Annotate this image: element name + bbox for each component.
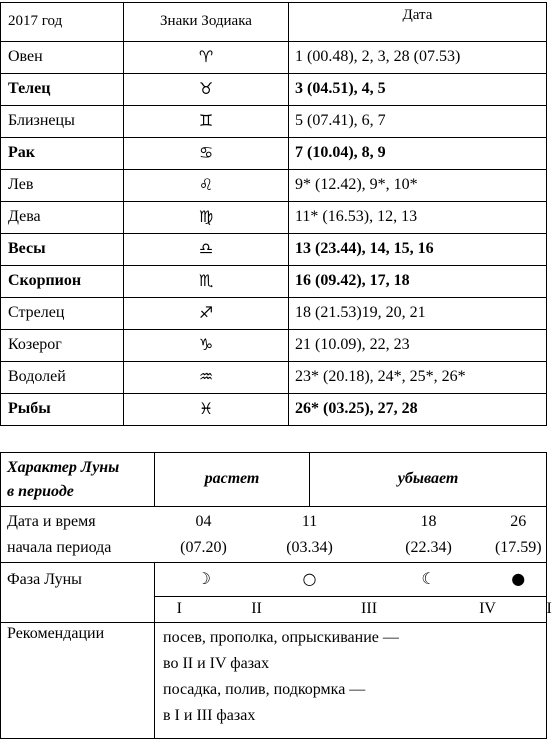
zodiac-row — [1, 74, 547, 106]
sign-dates: 16 (09.42), 17, 18 — [289, 266, 547, 298]
zodiac-row — [1, 234, 547, 266]
phase-number: III — [310, 597, 429, 623]
period-start-3: 18 (22.34) — [367, 507, 491, 563]
sign-dates: 1 (00.48), 2, 3, 28 (07.53) — [289, 42, 547, 74]
sign-name: Близнецы — [1, 106, 124, 138]
recommendations-row — [1, 623, 547, 739]
waxing-crescent-icon: ☽ — [196, 568, 211, 588]
recommendations-text: посев, прополка, опрыскивание — во II и IV фазах посадка, полив, подкормка — в I и III фазах — [155, 623, 547, 739]
period-start-row — [1, 507, 547, 563]
sign-dates: 3 (04.51), 4, 5 — [289, 74, 547, 106]
sign-name: Козерог — [1, 330, 124, 362]
sign-name: Лев — [1, 170, 124, 202]
zodiac-row — [1, 330, 547, 362]
zodiac-header-row — [1, 3, 547, 42]
waning-label: убывает — [310, 453, 547, 507]
datetime-label: Дата и время начала периода — [1, 507, 155, 563]
zodiac-row — [1, 202, 547, 234]
sign-dates: 5 (07.41), 6, 7 — [289, 106, 547, 138]
sign-dates: 7 (10.04), 8, 9 — [289, 138, 547, 170]
period-start-2: 11 (03.34) — [253, 507, 367, 563]
sagittarius-icon: ♐︎ — [198, 302, 214, 322]
virgo-icon: ♍︎ — [198, 206, 214, 226]
sign-dates: 9* (12.42), 9*, 10* — [289, 170, 547, 202]
phase-number: IV — [429, 597, 547, 623]
header-signs: Знаки Зодиака — [124, 3, 289, 42]
zodiac-row — [1, 170, 547, 202]
capricorn-icon: ♑︎ — [198, 334, 214, 354]
scorpio-icon: ♏︎ — [198, 270, 214, 290]
growing-label: растет — [155, 453, 310, 507]
cancer-icon: ♋︎ — [198, 142, 214, 162]
zodiac-row — [1, 42, 547, 74]
sign-name: Стрелец — [1, 298, 124, 330]
zodiac-row — [1, 106, 547, 138]
phase-number: II — [204, 597, 310, 623]
aquarius-icon: ♒︎ — [198, 366, 214, 386]
phase-label: Фаза Луны — [1, 563, 155, 623]
moon-phase-row — [1, 563, 547, 597]
sign-name: Дева — [1, 202, 124, 234]
zodiac-row — [1, 298, 547, 330]
sign-dates: 23* (20.18), 24*, 25*, 26* — [289, 362, 547, 394]
sign-name: Овен — [1, 42, 124, 74]
zodiac-row — [1, 266, 547, 298]
moon-character-title: Характер Луны в периоде — [1, 453, 155, 507]
sign-dates: 11* (16.53), 12, 13 — [289, 202, 547, 234]
header-year: 2017 год — [1, 3, 124, 42]
full-moon-icon: ○ — [302, 568, 317, 588]
aries-icon: ♈︎ — [198, 46, 214, 66]
sign-dates: 18 (21.53)19, 20, 21 — [289, 298, 547, 330]
pisces-icon: ♓︎ — [198, 398, 214, 418]
sign-name: Рыбы — [1, 394, 124, 426]
period-start-1: 04 (07.20) — [155, 507, 253, 563]
zodiac-row — [1, 138, 547, 170]
period-start-4: 26 (17.59) — [491, 507, 547, 563]
sign-name: Весы — [1, 234, 124, 266]
phase-roman-row: I II III IV I — [1, 597, 547, 623]
taurus-icon: ♉︎ — [198, 78, 214, 98]
header-date: Дата — [289, 3, 547, 42]
recommendations-label: Рекомендации — [1, 623, 155, 739]
sign-name: Телец — [1, 74, 124, 106]
sign-name: Скорпион — [1, 266, 124, 298]
libra-icon: ♎︎ — [198, 238, 214, 258]
moon-title-row — [1, 453, 547, 507]
sign-dates: 21 (10.09), 22, 23 — [289, 330, 547, 362]
sign-dates: 13 (23.44), 14, 15, 16 — [289, 234, 547, 266]
sign-name: Водолей — [1, 362, 124, 394]
zodiac-row — [1, 362, 547, 394]
waning-crescent-icon: ☾ — [421, 568, 436, 588]
new-moon-icon: ● — [511, 568, 526, 588]
sign-name: Рак — [1, 138, 124, 170]
gemini-icon: ♊︎ — [198, 110, 214, 130]
sign-dates: 26* (03.25), 27, 28 — [289, 394, 547, 426]
zodiac-table — [0, 2, 547, 426]
zodiac-row — [1, 394, 547, 426]
leo-icon: ♌︎ — [198, 174, 214, 194]
phase-number: I — [155, 597, 204, 623]
moon-table — [0, 452, 552, 739]
